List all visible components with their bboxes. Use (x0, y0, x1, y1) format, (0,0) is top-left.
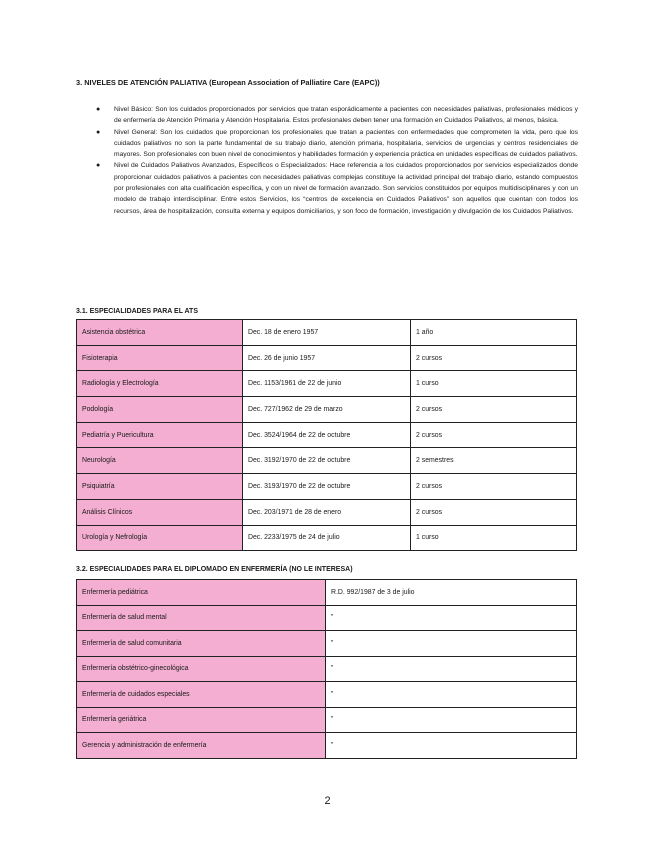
nursing-specialties-table (76, 579, 577, 759)
table-row (77, 345, 577, 371)
levels-list (96, 104, 578, 217)
decree-cell: ” (326, 707, 577, 733)
ats-specialties-table (76, 319, 577, 551)
duration-cell: 1 año (411, 320, 577, 346)
duration-cell: 2 cursos (411, 345, 577, 371)
decree-cell: ” (326, 682, 577, 708)
duration-cell: 2 semestres (411, 448, 577, 474)
specialty-cell: Urología y Nefrología (77, 525, 243, 551)
decree-cell: Dec. 1153/1961 de 22 de junio (243, 371, 411, 397)
specialty-cell: Enfermería de salud mental (77, 605, 326, 631)
decree-cell: Dec. 3524/1964 de 22 de octubre (243, 422, 411, 448)
specialty-cell: Análisis Clínicos (77, 499, 243, 525)
table-row (77, 682, 577, 708)
decree-cell: ” (326, 733, 577, 759)
duration-cell: 1 curso (411, 525, 577, 551)
table-row (77, 605, 577, 631)
decree-cell: Dec. 3193/1970 de 22 de octubre (243, 474, 411, 500)
decree-cell: Dec. 3192/1970 de 22 de octubre (243, 448, 411, 474)
decree-cell: Dec. 727/1962 de 29 de marzo (243, 397, 411, 423)
duration-cell: 2 cursos (411, 499, 577, 525)
page-number: 2 (324, 795, 331, 807)
specialty-cell: Podología (77, 397, 243, 423)
specialty-cell: Radiología y Electrología (77, 371, 243, 397)
specialty-cell: Psiquiatría (77, 474, 243, 500)
table-row (77, 525, 577, 551)
table-row (77, 580, 577, 606)
bullet-dot-icon: ● (96, 106, 101, 113)
table-row (77, 320, 577, 346)
decree-cell: ” (326, 631, 577, 657)
table-row (77, 474, 577, 500)
specialty-cell: Enfermería de cuidados especiales (77, 682, 326, 708)
decree-cell: Dec. 203/1971 de 28 de enero (243, 499, 411, 525)
decree-cell: ” (326, 656, 577, 682)
table-row (77, 656, 577, 682)
duration-cell: 2 cursos (411, 422, 577, 448)
duration-cell: 1 curso (411, 371, 577, 397)
list-item: ● Nivel de Cuidados Paliativos Avanzados, Específicos o Especializados: Hace referencia a los cuidados proporcionados por servicios especializados donde proporcionar cuidados paliativos a pacientes con necesidades paliativas complejas constituye la actividad principal del trabajo diario, estando compuestos por profesionales con alta cualificación específica, y con un nivel de formación avanzado. Son servicios constituidos por equipos multidisciplinares y con un modelo de trabajo interdisciplinar. Entre estos Servicios, los “centros de excelencia en Cuidados Paliativos” son aquellos que cuentan con todos los recursos, área de hospitalización, consulta externa y equipos domiciliarios, y son foco de formación, investigación y divulgación de los Cuidados Paliativos. (96, 162, 578, 215)
specialty-cell: Enfermería geriátrica (77, 707, 326, 733)
table-row (77, 733, 577, 759)
specialty-cell: Pediatría y Puericultura (77, 422, 243, 448)
section-heading: 3. NIVELES DE ATENCIÓN PALIATIVA (European Association of Palliatire Care (EAPC)) (76, 78, 380, 87)
duration-cell: 2 cursos (411, 397, 577, 423)
table-row (77, 448, 577, 474)
specialty-cell: Enfermería pediátrica (77, 580, 326, 606)
table-row (77, 499, 577, 525)
table-row (77, 422, 577, 448)
duration-cell: 2 cursos (411, 474, 577, 500)
list-item: ● Nivel General: Son los cuidados que proporcionan los profesionales que tratan a pacientes con enfermedades que comprometen la vida, pero que los cuidados paliativos no son la parte fundamental de su trabajo diario, atención primaria, hospitalaria, servicios de urgencias y centros residenciales de mayores. Son profesionales con buen nivel de conocimientos y habilidades formación y experiencia práctica en unidades específicas de cuidados paliativos. (96, 128, 578, 159)
table-row (77, 631, 577, 657)
decree-cell: Dec. 26 de junio 1957 (243, 345, 411, 371)
bullet-dot-icon: ● (96, 162, 101, 170)
list-item: ● Nivel Básico: Son los cuidados proporcionados por servicios que tratan esporádicamente a pacientes con necesidades paliativas, profesionales médicos y de enfermería de Atención Primaria y Atención Hospitalaria. Estos profesionales deben tener una formación en Cuidados Paliativos, al menos, básica. (96, 106, 578, 125)
table1-title: 3.1. ESPECIALIDADES PARA EL ATS (76, 308, 199, 315)
decree-cell: Dec. 2233/1975 de 24 de julio (243, 525, 411, 551)
table2-title: 3.2. ESPECIALIDADES PARA EL DIPLOMADO EN ENFERMERÍA (NO LE INTERESA) (76, 566, 353, 573)
table-row (77, 397, 577, 423)
specialty-cell: Enfermería de salud comunitaria (77, 631, 326, 657)
bullet-dot-icon: ● (96, 128, 101, 136)
specialty-cell: Enfermería obstétrico-ginecológica (77, 656, 326, 682)
table-row (77, 371, 577, 397)
specialty-cell: Fisioterapia (77, 345, 243, 371)
decree-cell: R.D. 992/1987 de 3 de julio (326, 580, 577, 606)
table-row (77, 707, 577, 733)
specialty-cell: Neurología (77, 448, 243, 474)
decree-cell: ” (326, 605, 577, 631)
specialty-cell: Asistencia obstétrica (77, 320, 243, 346)
decree-cell: Dec. 18 de enero 1957 (243, 320, 411, 346)
specialty-cell: Gerencia y administración de enfermería (77, 733, 326, 759)
